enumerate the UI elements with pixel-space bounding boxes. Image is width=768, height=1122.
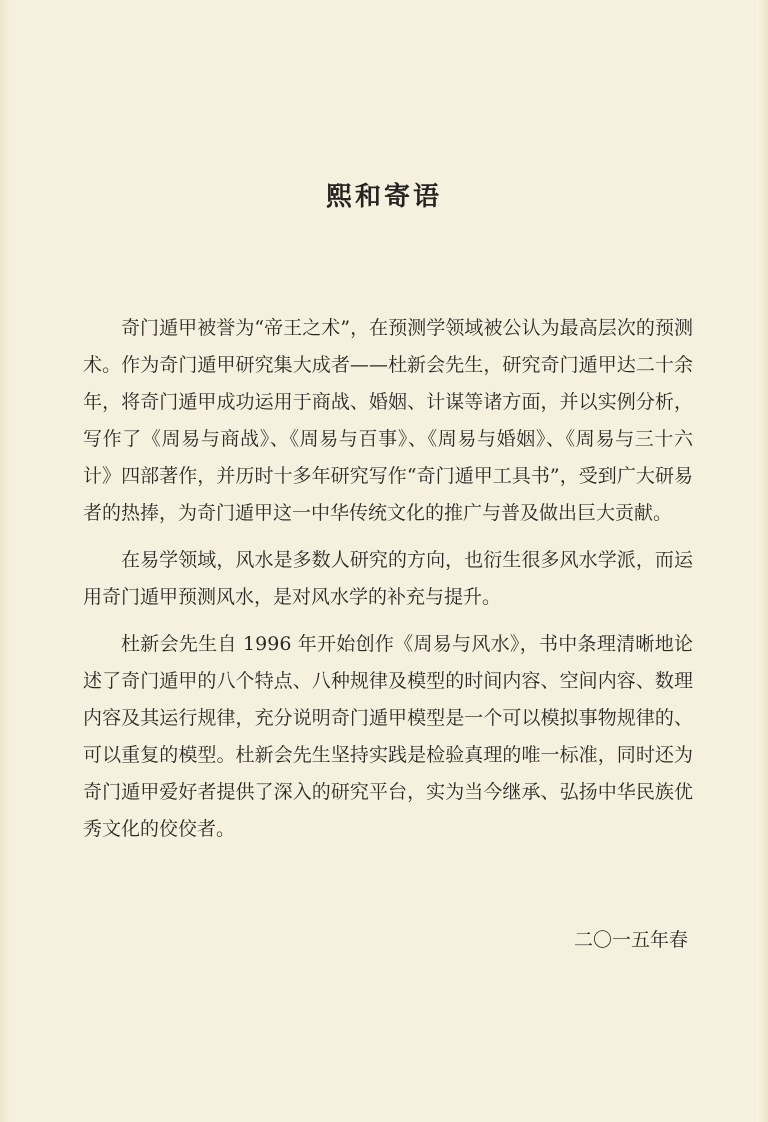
paragraph-3: 杜新会先生自 1996 年开始创作《周易与风水》，书中条理清晰地论述了奇门遁甲的八个特点、八种规律及模型的时间内容、空间内容、数理内容及其运行规律，充分说明奇门遁甲模型是一个可以模拟事物规律的、可以重复的模型。杜新会先生坚持实践是检验真理的唯一标准，同时还为奇门遁甲爱好者提供了深入的研究平台，实为当今继承、弘扬中华民族优秀文化的佼佼者。 [83,633,693,840]
page-title: 熙和寄语 [325,182,442,212]
paragraph-2: 在易学领域，风水是多数人研究的方向，也衍生很多风水学派，而运用奇门遁甲预测风水，是对风水学的补充与提升。 [83,549,693,608]
body-text [83,310,693,848]
date-signature: 二〇一五年春 [573,929,688,951]
paragraph-1: 奇门遁甲被誉为“帝王之术”，在预测学领域被公认为最高层次的预测术。作为奇门遁甲研究集大成者——杜新会先生，研究奇门遁甲达二十余年，将奇门遁甲成功运用于商战、婚姻、计谋等诸方面，并以实例分析，写作了《周易与商战》、《周易与百事》、《周易与婚姻》、《周易与三十六计》四部著作，并历时十多年研究写作“奇门遁甲工具书”，受到广大研易者的热捧，为奇门遁甲这一中华传统文化的推广与普及做出巨大贡献。 [83,317,693,524]
